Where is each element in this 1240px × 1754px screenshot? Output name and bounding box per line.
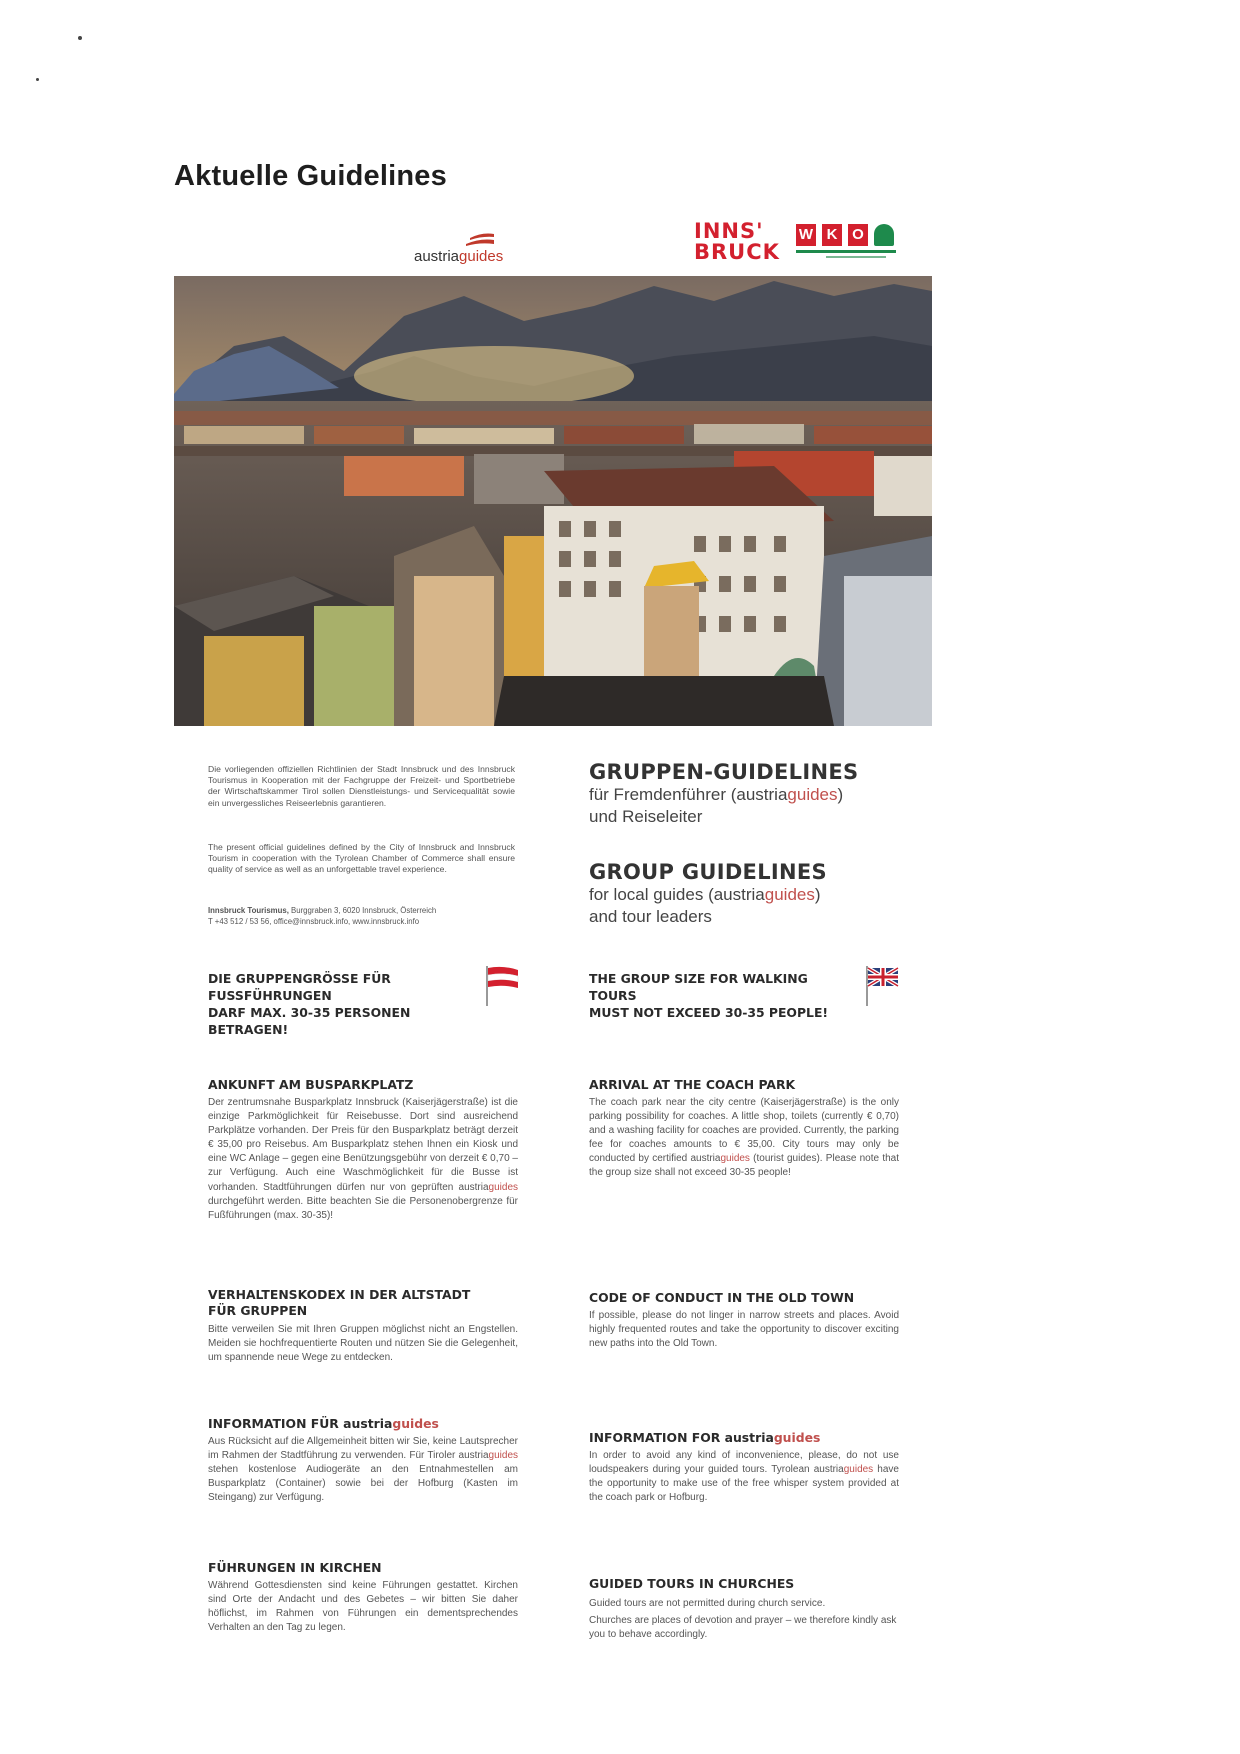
section-arrival-en <box>589 1077 899 1181</box>
heading-de-subtitle <box>589 784 909 828</box>
heading-de-title: GRUPPEN-GUIDELINES <box>589 760 859 784</box>
section-body <box>589 1096 899 1181</box>
callout-en-line1: THE GROUP SIZE FOR WALKING TOURS <box>589 971 808 1003</box>
section-body <box>208 1435 518 1505</box>
logo-guides: guides <box>459 248 504 265</box>
uk-flag-icon <box>866 966 900 1006</box>
innsbruck-logo-line1: INNS' <box>694 219 764 243</box>
wko-letter-o: O <box>848 224 868 246</box>
scan-speck <box>78 36 82 40</box>
section-info-en <box>589 1430 899 1505</box>
section-title: GUIDED TOURS IN CHURCHES <box>589 1576 795 1591</box>
section-body: If possible, please do not linger in narrow streets and places. Avoid highly frequented routes and take the opportunity to discover exciting new paths into the Old Town. <box>589 1310 899 1350</box>
section-body <box>208 1096 518 1223</box>
section-arrival-de <box>208 1077 518 1223</box>
section-title-guides: guides <box>773 1430 821 1445</box>
contact-line2: T +43 512 / 53 56, office@innsbruck.info, www.innsbruck.info <box>208 916 420 926</box>
wko-logo <box>796 224 900 264</box>
section-body-line2: Churches are places of devotion and prayer – we therefore kindly ask you to behave accordingly. <box>589 1615 897 1641</box>
section-churches-en <box>589 1576 899 1642</box>
austriaguides-logo <box>414 226 524 270</box>
scan-speck <box>36 78 39 81</box>
intro-text-en: The present official guidelines defined by the City of Innsbruck and Innsbruck Tourism in cooperation with the Tyrolean Chamber of Commerce shall ensure quality of service as well as an unforgettable travel experience. <box>208 842 515 875</box>
heading-de-sub-guides: guides <box>787 785 838 804</box>
section-churches-de <box>208 1560 518 1635</box>
section-body-text: (tourist guides). Please note that the group size shall not exceed 30-35 people! <box>589 1153 899 1179</box>
section-body: Während Gottesdiensten sind keine Führungen gestattet. Kirchen sind Orte der Andacht und des Gebetes – wir bitten Sie daher höflichst, im Rahmen von Führungen ein dementsprechendes Verhalten an den Tag zu legen. <box>208 1580 518 1634</box>
section-conduct-en <box>589 1290 899 1351</box>
section-body-text: have the opportunity to make use of the free whisper system provided at the coach park or Hofburg. <box>589 1464 899 1504</box>
heading-en-block <box>589 860 909 928</box>
logo-austria: austria <box>414 248 460 265</box>
wko-letter-w: W <box>796 224 816 246</box>
section-body-guides: guides <box>488 1450 518 1462</box>
wko-tree-icon <box>874 224 894 246</box>
austriaguides-swoosh-icon <box>464 228 496 246</box>
heading-en-title: GROUP GUIDELINES <box>589 860 827 884</box>
callout-de-line1: DIE GRUPPENGRÖSSE FÜR FUSSFÜHRUNGEN <box>208 971 391 1003</box>
section-body-text: Aus Rücksicht auf die Allgemeinheit bitten wir Sie, keine Lautsprecher im Rahmen der Stadtführung zu verwenden. Für Tiroler austria <box>208 1436 518 1462</box>
callout-group-size-de <box>208 970 488 1038</box>
section-title: CODE OF CONDUCT IN THE OLD TOWN <box>589 1290 855 1305</box>
section-body-guides: guides <box>488 1181 518 1193</box>
wko-subline <box>796 250 896 253</box>
heading-en-sub-guides: guides <box>764 885 815 904</box>
section-conduct-de <box>208 1287 518 1365</box>
heading-de-sub-text: für Fremdenführer (austria <box>589 785 788 804</box>
section-body-text: In order to avoid any kind of inconvenience, please, do not use loudspeakers during your guided tours. Tyrolean austria <box>589 1450 899 1476</box>
innsbruck-logo-line2: BRUCK <box>694 240 780 264</box>
heading-en-sub-text: for local guides (austria <box>589 885 765 904</box>
section-title: FÜHRUNGEN IN KIRCHEN <box>208 1560 382 1575</box>
section-body-text: Der zentrumsnahe Busparkplatz Innsbruck (Kaiserjägerstraße) ist die einzige Parkmöglichkeit für Reisebusse. Dort sind ausreichend Parkplätze vorhanden. Der Preis für den Busparkplatz beträgt derzeit € 35,00 pro Reisebus. Am Busparkplatz stehen Ihnen ein Kiosk und eine WC Anlage – gegen eine Benützungsgebühr von derzeit € 0,70 – zur Verfügung. Auch eine Waschmöglichkeit für die Busse ist vorhanden. Stadtführungen dürfen nur von geprüften austria <box>208 1097 518 1193</box>
innsbruck-old-town-photo <box>174 276 932 726</box>
heading-en-sub-close: ) <box>814 885 821 904</box>
heading-en-subtitle <box>589 884 909 928</box>
section-body-text: The coach park near the city centre (Kaiserjägerstraße) is the only parking possibility for coaches. A little shop, toilets (currently € 0,70) and a washing facility for coaches are provided. Currently, the parking fee for coaches amounts to € 35,00. City tours may only be conducted by certified austria <box>589 1097 899 1165</box>
section-title <box>208 1287 518 1319</box>
heading-de-sub-line2: und Reiseleiter <box>589 807 703 826</box>
contact-org: Innsbruck Tourismus, <box>208 906 289 915</box>
section-title-text: INFORMATION FÜR austria <box>208 1416 393 1431</box>
section-body-text: durchgeführt werden. Bitte beachten Sie die Personenobergrenze für Fußführungen (max. 30-35)! <box>208 1195 518 1221</box>
callout-en-line2: MUST NOT EXCEED 30-35 PEOPLE! <box>589 1005 829 1020</box>
section-body-text: stehen kostenlose Audiogeräte an den Entnahmestellen am Busparkplatz (Container) sowie bei der Hofburg (Kasten im Steingang) zur Verfügung. <box>208 1464 518 1504</box>
section-title: ARRIVAL AT THE COACH PARK <box>589 1077 796 1092</box>
innsbruck-logo <box>694 221 780 263</box>
section-info-de <box>208 1416 518 1505</box>
page-title: Aktuelle Guidelines <box>174 160 447 192</box>
contact-address: Burggraben 3, 6020 Innsbruck, Österreich <box>291 906 437 915</box>
section-title-text: INFORMATION FOR austria <box>589 1430 774 1445</box>
wko-subline <box>826 256 886 258</box>
section-body <box>589 1597 899 1642</box>
section-body-line1: Guided tours are not permitted during church service. <box>589 1598 826 1609</box>
austria-flag-icon <box>486 966 520 1006</box>
section-title: ANKUNFT AM BUSPARKPLATZ <box>208 1077 414 1092</box>
section-title <box>208 1416 518 1432</box>
section-body: Bitte verweilen Sie mit Ihren Gruppen möglichst nicht an Engstellen. Meiden sie hochfrequentierte Routen und nützen Sie die Gelegenheit, um spannende neue Wege zu entdecken. <box>208 1324 518 1364</box>
wko-letter-k: K <box>822 224 842 246</box>
section-title <box>589 1430 899 1446</box>
heading-en-sub-line2: and tour leaders <box>589 907 712 926</box>
heading-de-sub-close: ) <box>837 785 844 804</box>
contact-info <box>208 906 515 927</box>
section-body-guides: guides <box>843 1464 874 1476</box>
heading-de-block <box>589 760 909 828</box>
section-title-guides: guides <box>392 1416 439 1431</box>
callout-de-line2: DARF MAX. 30-35 PERSONEN BETRAGEN! <box>208 1005 411 1037</box>
section-body <box>589 1449 899 1505</box>
section-title-line1: VERHALTENSKODEX IN DER ALTSTADT <box>208 1287 471 1302</box>
section-body-guides: guides <box>720 1153 750 1165</box>
section-title-line2: FÜR GRUPPEN <box>208 1303 308 1318</box>
intro-text-de: Die vorliegenden offiziellen Richtlinien der Stadt Innsbruck und des Innsbruck Tourismus in Kooperation mit der Fachgruppe der Freizeit- und Sportbetriebe der Wirtschaftskammer Tirol sollen Dienstleistungs- und Servicequalität sowie ein unvergessliches Reiseerlebnis garantieren. <box>208 764 515 808</box>
callout-group-size-en <box>589 970 849 1021</box>
